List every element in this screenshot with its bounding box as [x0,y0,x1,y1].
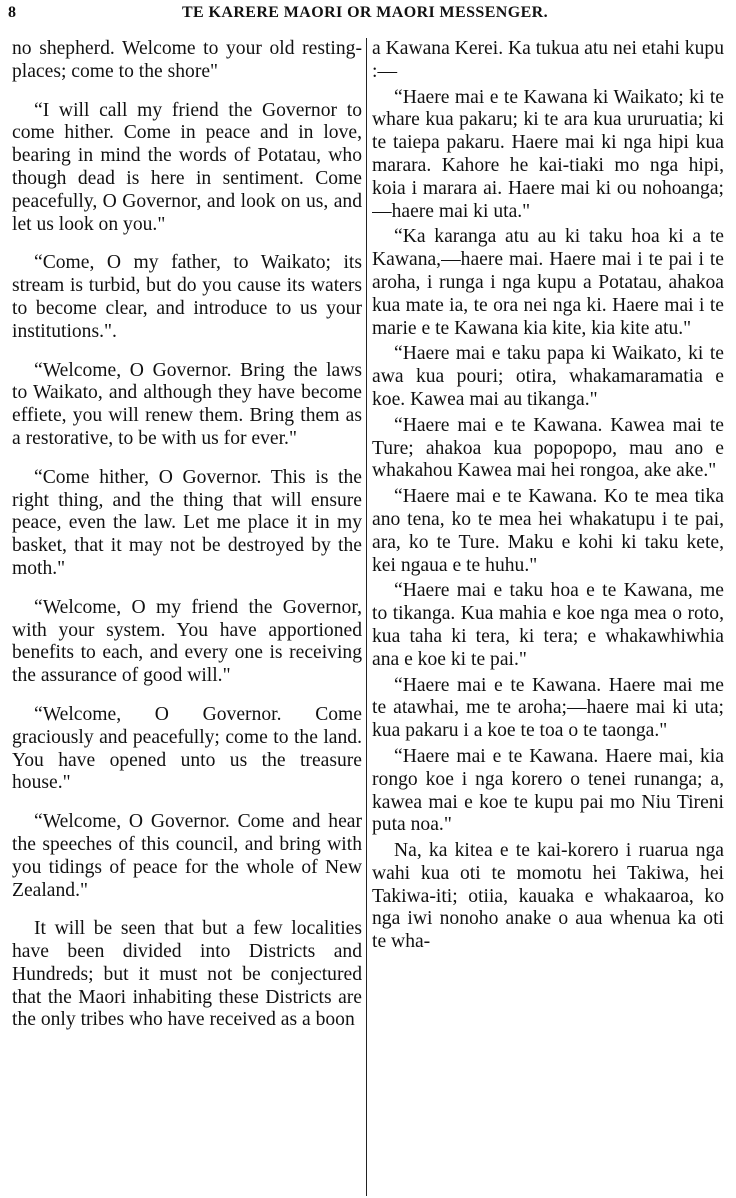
paragraph: “Haere mai e te Kawana. Kawea mai te Ture; ahakoa kua popopopo, mau ano e whakahou Kawea mai hei rongoa, ake ake." [372,414,724,482]
paragraph: “Come hither, O Governor. This is the right thing, and the thing that will ensure peace, even the law. Let me place it in my basket, that it may not be destroyed by the moth." [12,466,362,579]
paragraph: “Welcome, O Governor. Come graciously and peacefully; come to the land. You have opened unto us the treasure house." [12,703,362,794]
page-header [8,4,722,28]
paragraph: “Welcome, O my friend the Governor, with your system. You have apportioned benefits to each, and every one is receiving the assurance of good will." [12,596,362,687]
paragraph: “Welcome, O Governor. Bring the laws to Waikato, and although they have become effiete, you will renew them. Bring them as a restorative, to be with us for ever." [12,359,362,449]
page-number: 8 [8,4,17,21]
paragraph: “Haere mai e te Kawana. Haere mai, kia rongo koe i nga korero o tenei runanga; a, kawea mai e koe te kupu pai mo Niu Tireni puta noa." [372,745,724,836]
paragraph: a Kawana Kerei. Ka tukua atu nei etahi kupu :— [372,38,724,82]
paragraph: “Haere mai e te Kawana. Haere mai me te atawhai, me te aroha;—haere mai ki uta; kua pakaru i a koe te toa o te taonga." [372,674,724,742]
paragraph: “Haere mai e taku papa ki Waikato, ki te awa kua pouri; otira, whakamaramatia e koe. Kawea mai au tikanga." [372,343,724,410]
publication-title: TE KARERE MAORI OR MAORI MESSENGER. [181,4,549,21]
paragraph: no shepherd. Welcome to your old resting-places; come to the shore" [12,38,362,82]
paragraph: “Haere mai e te Kawana. Ko te mea tika ano tena, ko te mea hei whakatupu i te pai, ara, ko te Ture. Maku e kohi ki taku kete, kei ngaua e te huhu." [372,486,724,576]
maori-column [372,38,724,1196]
paragraph: “Haere mai e taku hoa e te Kawana, me to tikanga. Kua mahia e koe nga mea o roto, kua taha ki tera, ki tera; e whakawhiwhia ana e koe ki te pai." [372,580,724,670]
english-column [12,38,362,1196]
paragraph: “Haere mai e te Kawana ki Waikato; ki te whare kua pakaru; ki te ara kua ururuatia; ki te taiepa pakaru. Haere mai ki nga hipi kua marara. Kahore he kai-tiaki mo nga hipi, koia i marara ai. Haere mai ki ou nohoanga;—haere mai ki uta." [372,86,724,222]
paragraph: Na, ka kitea e te kai-korero i ruarua nga wahi kua oti te momotu hei Takiwa, hei Takiwa-iti; otiia, kauaka e whakaaroa, ko nga iwi nonoho anake o aua whenua ka oti te wha- [372,840,724,953]
paragraph: “I will call my friend the Governor to come hither. Come in peace and in love, bearing in mind the words of Potatau, who though dead is here in sentiment. Come peacefully, O Governor, and look on us, and let us look on you." [12,99,362,235]
paragraph: It will be seen that but a few localities have been divided into Districts and Hundreds; but it must not be conjectured that the Maori inhabiting these Districts are the only tribes who have received as a boon [12,918,362,1031]
paragraph: “Ka karanga atu au ki taku hoa ki a te Kawana,—haere mai. Haere mai i te pai i te aroha, i runga i nga kupu a Potatau, ahakoa kua mate ia, te ora nei nga ki. Haere mai i te marie e te Kawana kia kite, kia kite atu." [372,226,724,339]
paragraph: “Welcome, O Governor. Come and hear the speeches of this council, and bring with you tidings of peace for the whole of New Zealand." [12,811,362,901]
column-divider [366,38,367,1196]
paragraph: “Come, O my father, to Waikato; its stream is turbid, but do you cause its waters to become clear, and introduce to us your institutions.". [12,252,362,342]
